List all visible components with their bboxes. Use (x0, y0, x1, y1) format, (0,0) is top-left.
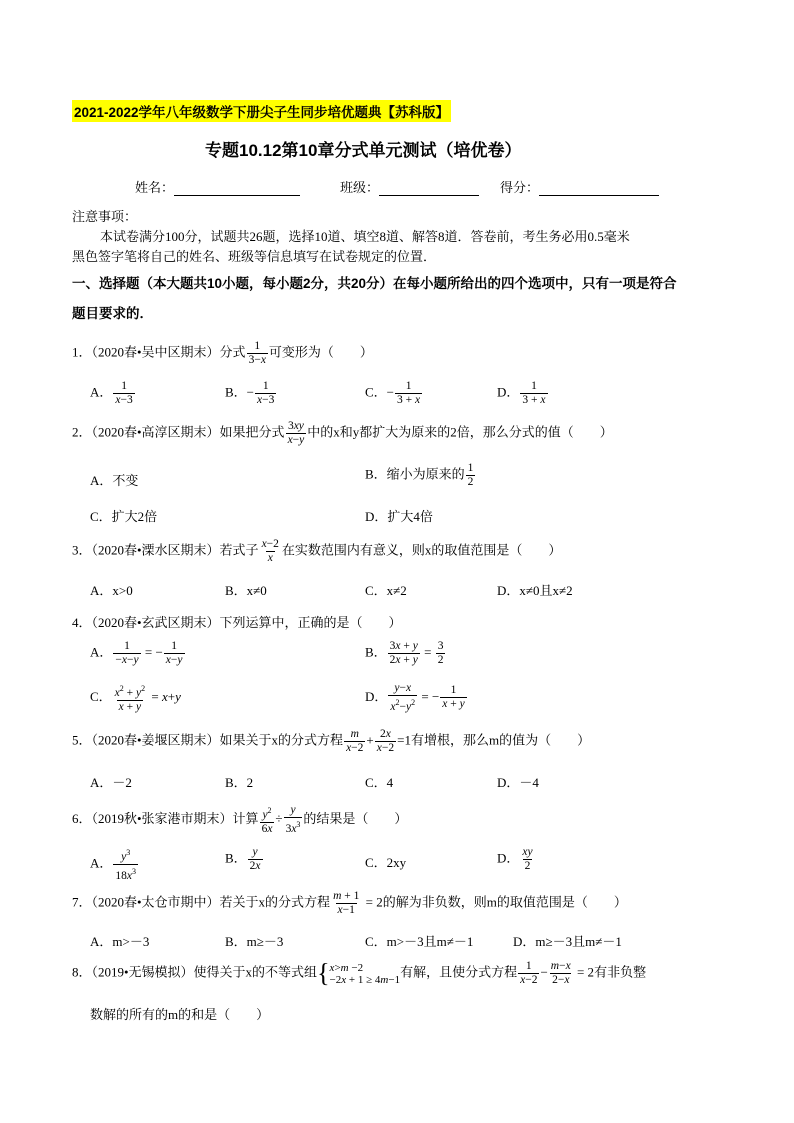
q7-option-b: B．m≥－3 (225, 934, 284, 949)
q3-fraction: $\frac{x-2}{x}$ (261, 538, 279, 564)
q1-text: 1．（2020春•吴中区期末）分式 (72, 344, 246, 360)
q8-text-mid: 有解，且使分式方程 (400, 964, 518, 980)
q6-option-a: A． $\frac{y^3}{18x^3}$ (90, 848, 136, 882)
q8-text: 8．（2019•无锡模拟）使得关于x的不等式组 (72, 964, 318, 980)
section-heading: 一、选择题（本大题共10小题，每小题2分，共20分）在每小题所给出的四个选项中，只有一项是符合 (72, 276, 677, 291)
q4-option-d: D． $\frac{y-x}{x^2-y^2}$ = − $\frac{1}{x + y}$ (365, 682, 465, 713)
q6-text: 6．（2019秋•张家港市期末）计算 (72, 810, 259, 826)
question-3 (72, 538, 561, 565)
score-label: 得分： (500, 180, 540, 195)
q1-option-a: A． $\frac{1}{x-3}$ (90, 380, 133, 406)
q6-option-c: C．2xy (365, 855, 407, 870)
q3-option-a: A．x>0 (90, 583, 133, 598)
q4-option-c: C． $\frac{x^2 + y^2}{x + y}$ = x+y (90, 684, 181, 713)
q5-text-end: 有增根，那么m的值为（ ） (410, 732, 591, 748)
question-8: 8．（2019•无锡模拟）使得关于x的不等式组{ x>m −2 −2x + 1 ≥ 4m−1 有解，且使分式方程 $\frac{1}{x-2}$ − $\frac{m-x}{2-x}$ = 2有非负整 (72, 958, 647, 988)
class-field (340, 177, 479, 196)
q7-text: 7．（2020春•太仓市期中）若关于x的分式方程 (72, 894, 331, 910)
q1-text-end: 可变形为（ ） (268, 344, 373, 360)
q3-option-c: C．x≠2 (365, 583, 407, 598)
q3-text-end: 在实数范围内有意义，则x的取值范围是（ ） (281, 542, 562, 558)
q8-text-end: 有非负整 (594, 964, 647, 980)
q2-option-b: B．缩小为原来的 $\frac{1}{2}$ (365, 462, 474, 488)
question-2 (72, 420, 613, 447)
q2-option-a: A．不变 (90, 473, 139, 488)
q5-option-b: B．2 (225, 775, 254, 790)
q2-option-d: D．扩大4倍 (365, 509, 433, 524)
q5-option-c: C．4 (365, 775, 394, 790)
question-7: 7．（2020春•太仓市期中）若关于x的分式方程 $\frac{m + 1}{x-1}$ = 2的解为非负数，则m的取值范围是（ ） (72, 890, 627, 916)
q2-text: 2．（2020春•高淳区期末）如果把分式 (72, 424, 285, 440)
question-6: 6．（2019秋•张家港市期末）计算 $\frac{y^2}{6x}$ ÷ $\frac{y}{3x^3}$ 的结果是（ ） (72, 804, 408, 835)
q3-option-d: D．x≠0且x≠2 (497, 583, 573, 598)
q6-option-d: D． $\frac{xy}{2}$ (497, 846, 533, 872)
class-label: 班级： (340, 180, 380, 195)
name-blank (174, 181, 300, 196)
q1-option-c: C．− $\frac{1}{3 + x}$ (365, 380, 421, 406)
q1-option-d: D． $\frac{1}{3 + x}$ (497, 380, 546, 406)
q6-option-b: B． $\frac{y}{2x}$ (225, 846, 261, 872)
name-label: 姓名： (135, 180, 175, 195)
q7-option-c: C．m>－3且m≠－1 (365, 934, 474, 949)
q7-option-d: D．m≥－3且m≠－1 (513, 934, 622, 949)
question-1 (72, 340, 373, 367)
score-blank (539, 181, 659, 196)
q7-option-a: A．m>－3 (90, 934, 150, 949)
q2-text-end: 中的x和y都扩大为原来的2倍，那么分式的值（ ） (307, 424, 613, 440)
q5-option-a: A．－2 (90, 775, 132, 790)
q2-option-b-text: B．缩小为原来的 (365, 466, 465, 482)
q6-text-end: 的结果是（ ） (303, 810, 408, 826)
q3-option-b: B．x≠0 (225, 583, 267, 598)
q5-text: 5．（2020春•姜堰区期末）如果关于x的分式方程 (72, 732, 344, 748)
notes-heading: 注意事项： (72, 209, 138, 224)
q2-fraction: $\frac{3xy}{x-y}$ (287, 420, 305, 446)
q2-option-c: C．扩大2倍 (90, 509, 158, 524)
q7-text-end: 的解为非负数，则m的取值范围是（ ） (382, 894, 627, 910)
section-heading-cont: 题目要求的． (72, 306, 153, 321)
q1-fraction: $\frac{1}{3-x}$ (248, 340, 266, 366)
question-4: 4．（2020春•玄武区期末）下列运算中，正确的是（ ） (72, 615, 402, 630)
score-field (500, 177, 659, 196)
series-banner: 2021-2022学年八年级数学下册尖子生同步培优题典【苏科版】 (72, 100, 451, 122)
notes-line-2: 黑色签字笔将自己的姓名、班级等信息填写在试卷规定的位置． (72, 249, 437, 264)
q3-text: 3．（2020春•溧水区期末）若式子 (72, 542, 259, 558)
page-title: 专题10.12第10章分式单元测试（培优卷） (205, 141, 522, 160)
question-5: 5．（2020春•姜堰区期末）如果关于x的分式方程 $\frac{m}{x-2}$ + $\frac{2x}{x-2}$ =1有增根，那么m的值为（ ） (72, 728, 591, 754)
q4-option-b: B． $\frac{3x + y}{2x + y}$ = $\frac{3}{2}$ (365, 640, 444, 666)
name-field (135, 177, 300, 196)
notes-line-1: 本试卷满分100分，试题共26题，选择10道、填空8道、解答8道．答卷前，考生务必用0.5毫米 (100, 229, 630, 244)
class-blank (379, 181, 479, 196)
q4-option-a: A． $\frac{1}{-x-y}$ = − $\frac{1}{x-y}$ (90, 640, 183, 666)
q5-option-d: D．－4 (497, 775, 539, 790)
question-8-cont: 数解的所有的m的和是（ ） (90, 1007, 270, 1022)
q1-option-b: B．− $\frac{1}{x-3}$ (225, 380, 275, 406)
